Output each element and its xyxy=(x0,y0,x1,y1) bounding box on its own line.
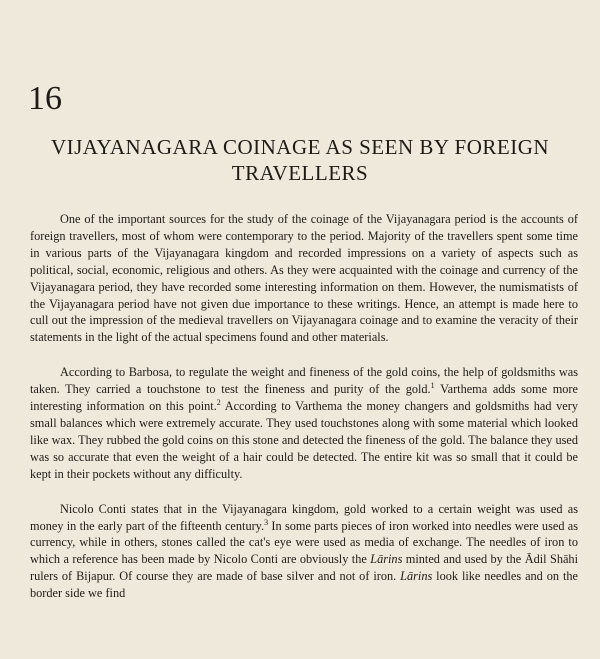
text-run: According to Varthema the money changers and goldsmiths had very small balances which were extremely accurate. They used touchstones along with some material which looked like wax. They rubbed the gold coins on this stone and detected the fineness of the gold. The balance they used was so accurate that even the weight of a hair could be detected. The entire kit was so small that it could be kept in their pockets without any difficulty. xyxy=(30,399,578,481)
paragraph xyxy=(30,211,578,346)
body-text xyxy=(30,211,578,620)
footnote-ref: 2 xyxy=(216,397,221,407)
italic-term: Lārins xyxy=(370,552,403,567)
paragraph xyxy=(30,364,578,482)
italic-term: Lārins xyxy=(400,569,433,584)
chapter-title: VIJAYANAGARA COINAGE AS SEEN BY FOREIGN TRAVELLERS xyxy=(50,135,550,185)
chapter-number: 16 xyxy=(28,80,62,117)
text-run: look like needles and on the border side we find xyxy=(30,569,578,601)
text-run: minted and used by the Ādil Shāhi rulers of Bijapur. Of course they are made of base silver and not of iron. xyxy=(30,552,578,584)
paragraph xyxy=(30,501,578,602)
text-run: In some parts pieces of iron worked into needles were used as currency, while in others, stones called the cat's eye were used as media of exchange. The needles of iron to which a reference has been made by Nicolo Conti are obviously the xyxy=(30,518,579,567)
text-run: Nicolo Conti states that in the Vijayanagara kingdom, gold worked to a certain weight was used as money in the early part of the fifteenth century. xyxy=(30,501,578,533)
footnote-ref: 3 xyxy=(264,517,269,527)
facing-page-bleed xyxy=(0,0,600,150)
footnote-ref: 1 xyxy=(430,381,435,391)
text-run: One of the important sources for the study of the coinage of the Vijayanagara period is the accounts of foreign travellers, most of whom were contemporary to the period. Majority of the travellers spent some time in various parts of the Vijayanagara kingdom and recorded impressions on a variety of aspects such as political, social, economic, religious and others. As they were acquainted with the coinage and currency of the Vijayanagara period, they have recorded some interesting information on them. However, the numismatists of the Vijayanagara period have not given due importance to these writings. Hence, an attempt is made here to cull out the impression of the medieval travellers on Vijayanagara coinage and to examine the veracity of their statements in the light of the actual specimens found and other materials. xyxy=(30,212,578,345)
text-run: Varthema adds some more interesting information on this point. xyxy=(30,382,578,414)
text-run: According to Barbosa, to regulate the weight and fineness of the gold coins, the help of goldsmiths was taken. They carried a touchstone to test the fineness and purity of the gold. xyxy=(30,365,578,397)
